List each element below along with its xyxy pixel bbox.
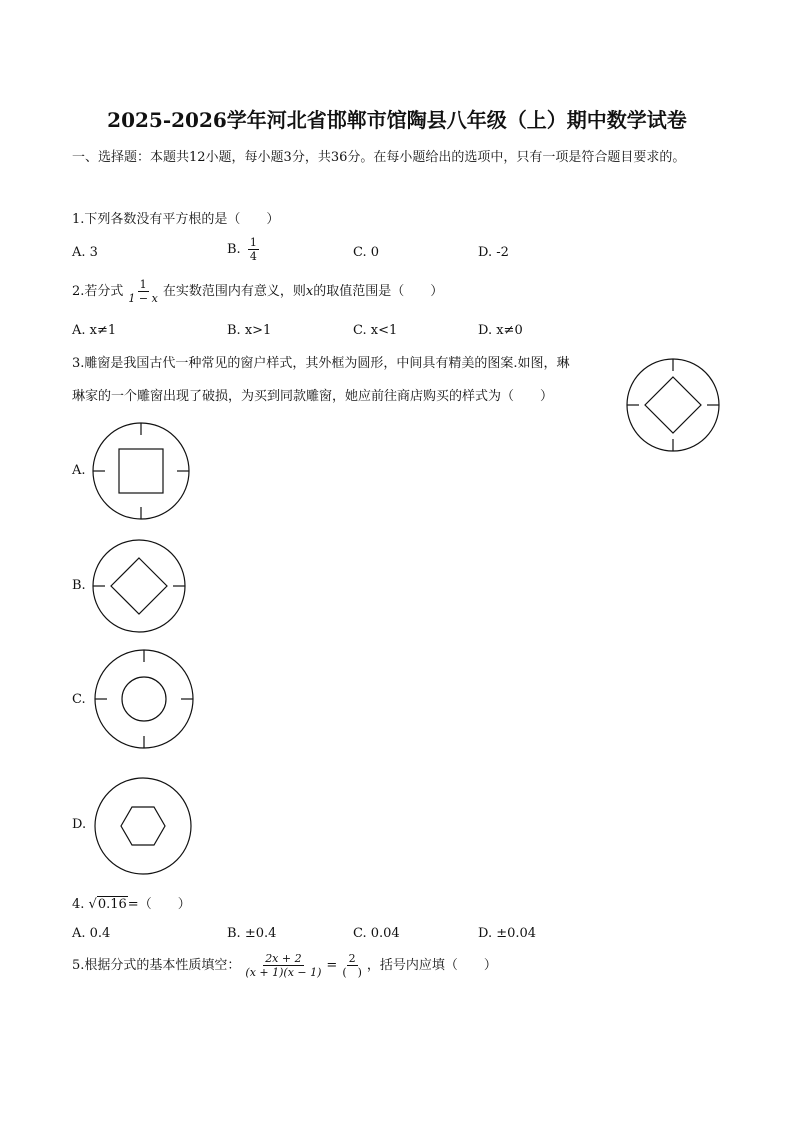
fraction-denominator: ( ) <box>342 966 362 979</box>
q3-option-d-figure <box>93 776 193 876</box>
question-3-line-1: 3.雕窗是我国古代一种常见的窗户样式，其外框为圆形，中间具有精美的图案.如图，琳 <box>72 356 570 371</box>
fraction-numerator: 2x + 2 <box>265 952 302 965</box>
q2-option-a: A. x≠1 <box>72 323 117 338</box>
q3-option-a-label: A. <box>72 463 86 478</box>
q2-prefix: 2.若分式 <box>72 284 124 299</box>
question-1-stem: 1.下列各数没有平方根的是（ ） <box>72 212 280 227</box>
page-title: 2025-2026学年河北省邯郸市馆陶县八年级（上）期中数学试卷 <box>107 108 687 132</box>
q3-option-d-label: D. <box>72 817 87 832</box>
q2-variable: x <box>305 284 314 299</box>
q4-suffix: =（ ） <box>127 897 191 912</box>
question-2-stem <box>72 278 443 305</box>
question-4-stem <box>72 893 191 912</box>
q5-prefix: 5.根据分式的基本性质填空： <box>72 958 241 973</box>
q3-option-c-figure <box>93 648 195 750</box>
fraction-denominator: (x + 1)(x − 1) <box>245 966 322 979</box>
q4-sqrt <box>89 897 128 912</box>
q4-option-a: A. 0.4 <box>72 926 111 941</box>
fraction-denominator: 4 <box>249 250 257 263</box>
q2-option-d: D. x≠0 <box>478 323 523 338</box>
q3-option-b-figure <box>90 538 188 634</box>
q4-radicand: 0.16 <box>97 897 127 912</box>
q2-mid: 在实数范围内有意义，则 <box>162 284 306 299</box>
q2-option-b: B. x>1 <box>227 323 272 338</box>
question-3-line-2: 琳家的一个雕窗出现了破损，为买到同款雕窗，她应前往商店购买的样式为（ ） <box>72 389 554 404</box>
q1-option-b <box>227 236 262 263</box>
q1-option-d: D. -2 <box>478 245 509 260</box>
fraction-denominator: 1 − x <box>128 292 158 305</box>
q5-right-fraction <box>340 952 364 979</box>
q3-option-a-figure <box>90 421 192 521</box>
q1-option-a: A. 3 <box>72 245 98 260</box>
fraction-numerator: 2 <box>348 952 356 965</box>
question-5-stem <box>72 952 497 979</box>
q3-option-c-label: C. <box>72 692 86 707</box>
q5-left-fraction <box>243 952 323 979</box>
q4-option-d: D. ±0.04 <box>478 926 537 941</box>
q3-option-b-label: B. <box>72 578 86 593</box>
fraction-numerator: 1 <box>139 278 147 291</box>
q2-option-c: C. x<1 <box>353 323 398 338</box>
reference-window-figure <box>624 357 722 453</box>
q5-equals: = <box>326 958 338 973</box>
q4-option-b: B. ±0.4 <box>227 926 277 941</box>
q2-fraction <box>126 278 159 305</box>
q1-option-b-label: B. <box>227 242 241 257</box>
q5-suffix: ，括号内应填（ ） <box>366 958 497 973</box>
q4-prefix: 4. <box>72 897 85 912</box>
radical-sign: √ <box>88 897 97 912</box>
fraction-numerator: 1 <box>249 236 257 249</box>
q4-option-c: C. 0.04 <box>353 926 400 941</box>
q1-option-b-fraction <box>248 236 259 263</box>
q1-option-c: C. 0 <box>353 245 380 260</box>
q2-suffix: 的取值范围是（ ） <box>313 284 444 299</box>
section-heading: 一、选择题：本题共12小题，每小题3分，共36分。在每小题给出的选项中，只有一项是符合题目要求的。 <box>72 150 686 165</box>
